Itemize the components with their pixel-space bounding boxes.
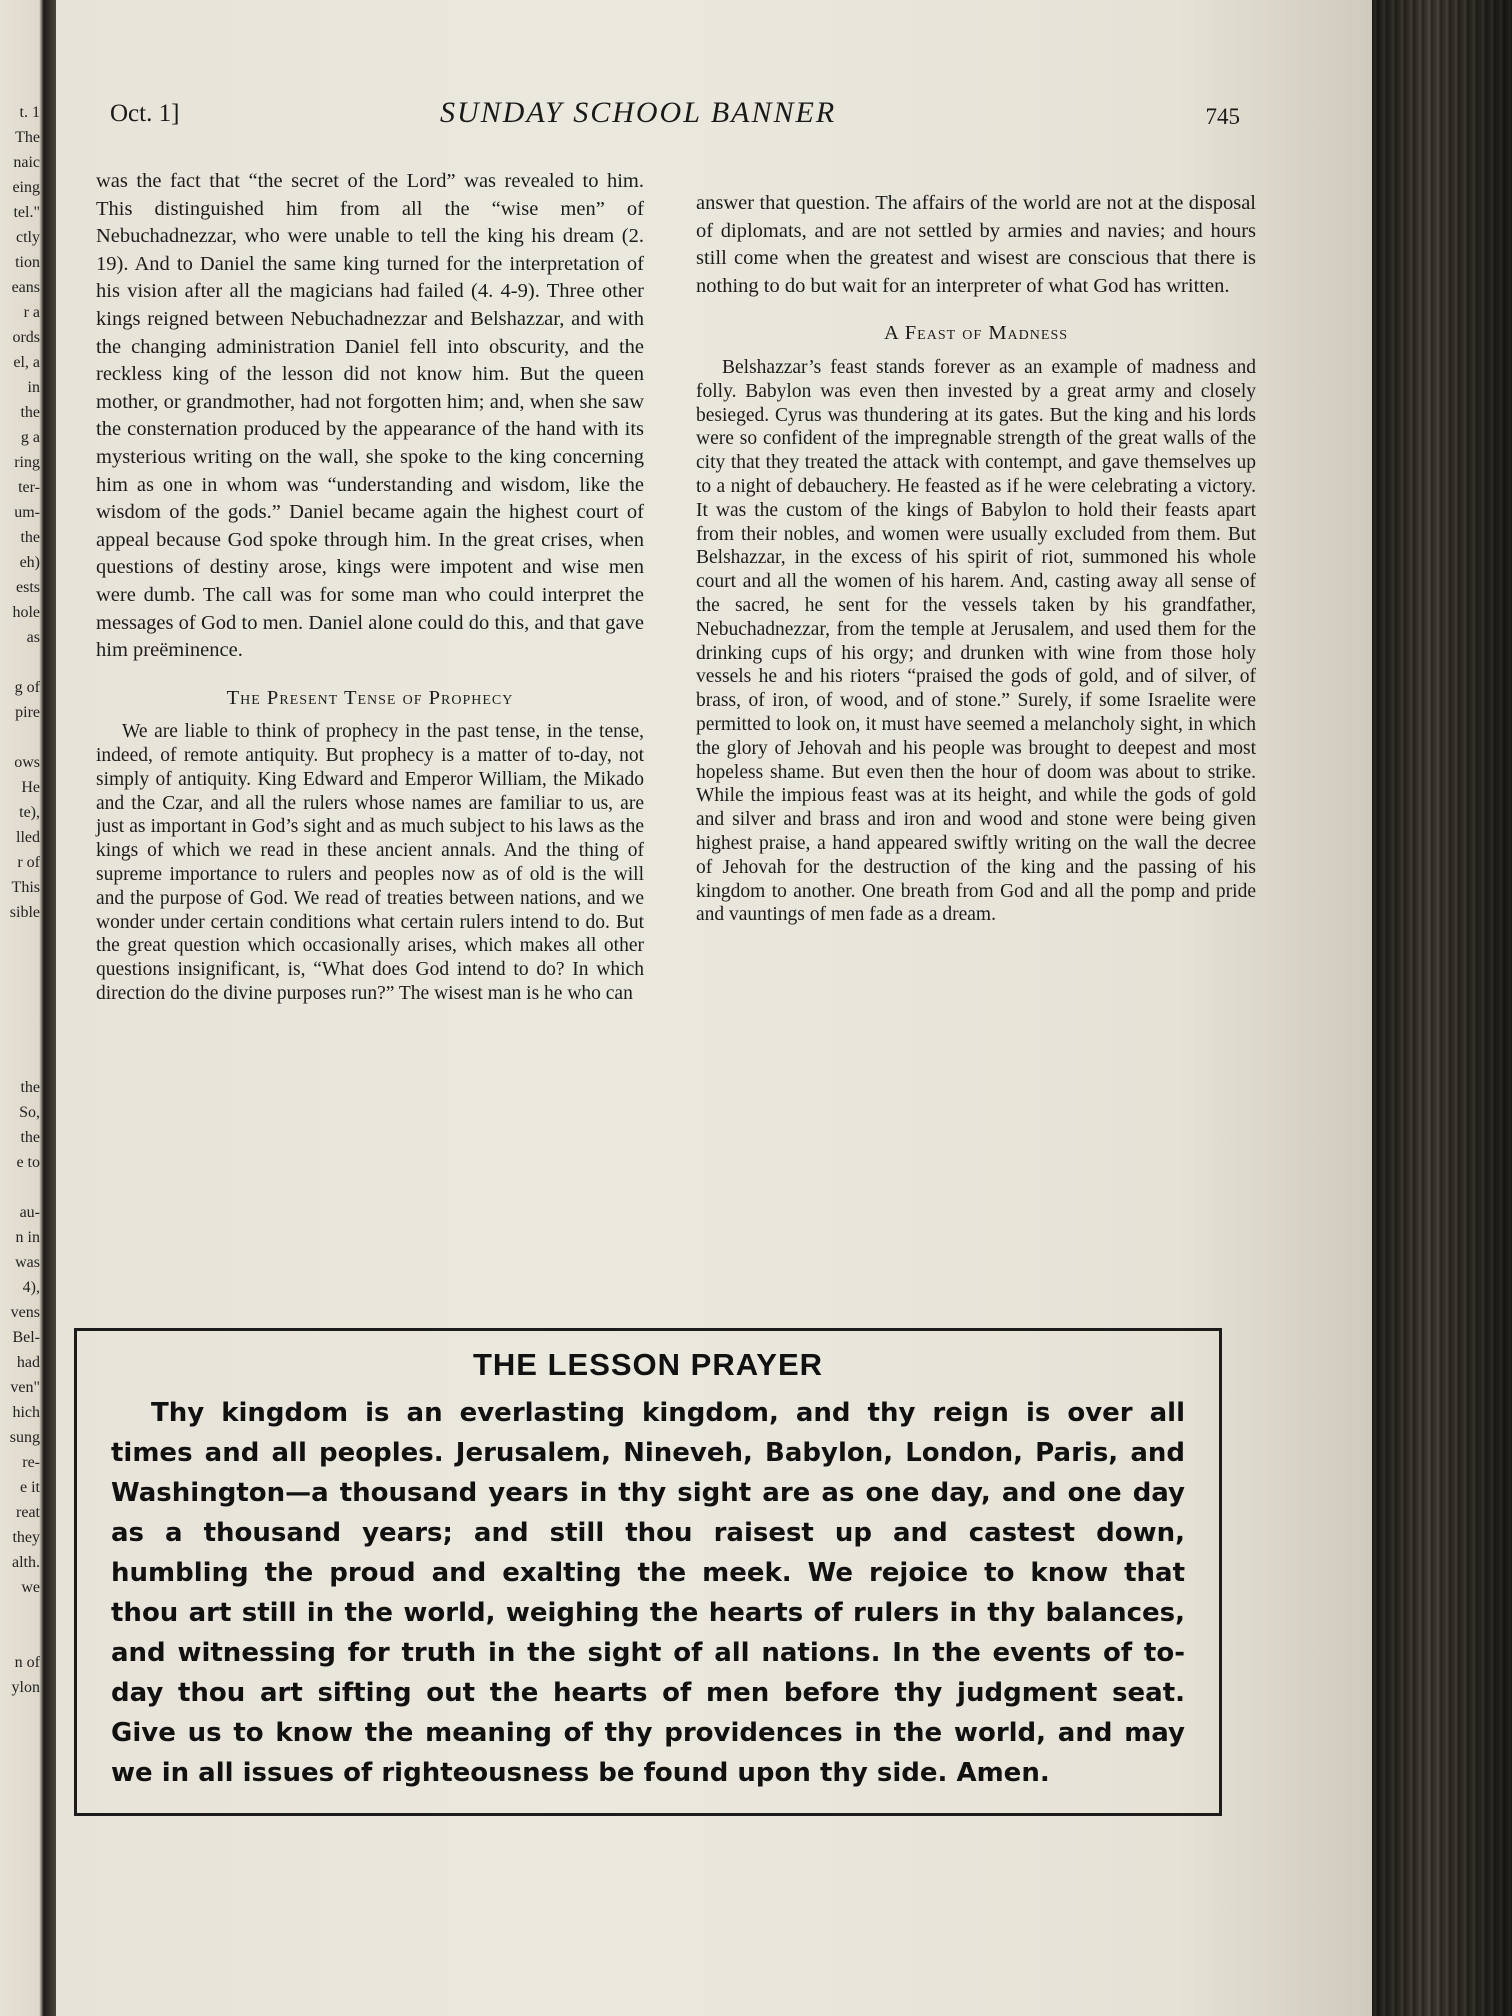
previous-page-fragment: r of — [17, 854, 40, 871]
previous-page-fragment: lled — [16, 829, 40, 846]
previous-page-fragment: ylon — [11, 1679, 40, 1696]
previous-page-fragment — [0, 1625, 40, 1650]
previous-page-fragment: pire — [15, 704, 40, 721]
header-title: SUNDAY SCHOOL BANNER — [440, 96, 837, 129]
left-column — [96, 168, 644, 1006]
prayer-text: Thy kingdom is an everlasting kingdom, and thy reign is over all times and all peoples. Jerusalem, Nineveh, Babylon, London, Paris, and Washington—a thousand years in thy sight are as one day, and one day as a thousand years; and still thou raisest up and castest down, humbling the proud and exalting the meek. We rejoice to know that thou art still in the world, weighing the hearts of rulers in thy balances, and witnessing for truth in the sight of all nations. In the events of to-day thou art sifting out the hearts of men before thy judgment seat. Give us to know the meaning of thy providences in the world, and may we in all issues of righteousness be found upon thy side. Amen. — [111, 1398, 1185, 1788]
previous-page-fragment: they — [12, 1529, 40, 1546]
previous-page-fragment — [0, 925, 40, 950]
previous-page-fragment: the — [20, 1079, 40, 1096]
previous-page-fragment: ter- — [18, 479, 40, 496]
previous-page-fragment: The — [15, 129, 40, 146]
previous-page-fragment — [0, 1175, 40, 1200]
previous-page-fragment: e to — [16, 1154, 40, 1171]
right-paragraph-2: Belshazzar’s feast stands forever as an example of madness and folly. Babylon was even then invested by a great army and closely besieged. Cyrus was thundering at its gates. But the king and his lords were so confident of the impregnable strength of the great walls of the city that they treated the attack with contempt, and gave themselves up to a night of debauchery. He feasted as if he were celebrating a victory. It was the custom of the kings of Babylon to hold their feasts apart from their nobles, and women were usually excluded from them. But Belshazzar, in the excess of his spirit of riot, summoned his whole court and all the women of his harem. And, casting away all sense of the sacred, he sent for the vessels taken by his grandfather, Nebuchadnezzar, from the temple at Jerusalem, and used them for the drinking cups of his orgy; and drunken with wine from those holy vessels he and his rioters “praised the gods of gold, and of silver, of brass, of iron, of wood, and of stone.” Surely, if some Israelite were permitted to look on, it must have seemed a melancholy sight, in which the glory of Jehovah and his people was brought to deepest and most hopeless shame. But even then the hour of doom was about to strike. While the impious feast was at its height, and while the gods of gold and silver and brass and iron and wood and stone were being given highest praise, a hand appeared swiftly writing on the wall the decree of Jehovah for the destruction of the king and the passing of his kingdom to another. One breath from God and all the pomp and pride and vauntings of men fade as a dream. — [696, 356, 1256, 926]
previous-page-fragment — [0, 650, 40, 675]
previous-page-fragment — [0, 1000, 40, 1025]
previous-page-fragment: el, a — [13, 354, 40, 371]
previous-page-fragment: sung — [9, 1429, 40, 1446]
previous-page-fragment: the — [20, 404, 40, 421]
previous-page-fragment: ctly — [16, 229, 40, 246]
previous-page-fragment: reat — [16, 1504, 40, 1521]
previous-page-fragment: g of — [14, 679, 40, 696]
right-column — [696, 190, 1256, 927]
previous-page-fragment — [0, 950, 40, 975]
previous-page-fragment: re- — [22, 1454, 40, 1471]
previous-page-fragment: as — [26, 629, 40, 646]
previous-page-fragment: t. 1 — [19, 104, 40, 121]
previous-page-fragment: So, — [19, 1104, 40, 1121]
previous-page-fragment: 4), — [22, 1279, 40, 1296]
previous-page-fragment: te), — [19, 804, 40, 821]
previous-page-fragment: in — [27, 379, 40, 396]
previous-page-fragment — [0, 1050, 40, 1075]
previous-page-fragment — [0, 725, 40, 750]
previous-page-fragment: ring — [14, 454, 40, 471]
previous-page-fragment: naic — [13, 154, 40, 171]
book-page-edges — [1372, 0, 1512, 2016]
running-header — [110, 96, 1240, 146]
previous-page-fragment: tion — [15, 254, 40, 271]
lesson-prayer-box — [74, 1328, 1222, 1816]
previous-page-fragment: sible — [9, 904, 40, 921]
previous-page-edge — [0, 0, 56, 2016]
previous-page-fragment: e it — [20, 1479, 40, 1496]
prayer-title: THE LESSON PRAYER — [472, 1347, 824, 1382]
previous-page-fragment — [0, 1025, 40, 1050]
left-paragraph-1: was the fact that “the secret of the Lord” was revealed to him. This distinguished him from all the “wise men” of Nebuchadnezzar, who were unable to tell the king his dream (2. 19). And to Daniel the same king turned for the interpretation of his vision after all the magicians had failed (4. 4-9). Three other kings reigned between Nebuchadnezzar and Belshazzar, and with the changing administration Daniel fell into obscurity, and the reckless king of the lesson did not know him. But the queen mother, or grandmother, had not forgotten him; and, when she saw the consternation produced by the appearance of the hand with its mysterious writing on the wall, she spoke to the king concerning him as one in whom was “understanding and wisdom, like the wisdom of the gods.” Daniel became again the highest court of appeal because God spoke through him. In the great crises, when questions of destiny arose, kings were impotent and wise men were dumb. The call was for some man who could interpret the messages of God to men. Daniel alone could do this, and that gave him preëminence. — [96, 170, 644, 662]
previous-page-text-fragments — [0, 100, 40, 1700]
section-heading-present-tense: The Present Tense of Prophecy — [226, 686, 514, 709]
section-heading-feast-of-madness: A Feast of Madness — [883, 322, 1069, 345]
previous-page-fragment: ven" — [10, 1379, 40, 1396]
previous-page-fragment: ows — [14, 754, 40, 771]
previous-page-fragment: the — [20, 529, 40, 546]
previous-page-fragment: had — [16, 1354, 40, 1371]
previous-page-fragment: was — [15, 1254, 40, 1271]
previous-page-fragment: eans — [11, 279, 40, 296]
right-paragraph-1: answer that question. The affairs of the world are not at the disposal of diplomats, and are not settled by armies and navies; and hours still come when the greatest and wisest are conscious that there is nothing to do but wait for an interpreter of what God has written. — [696, 192, 1256, 297]
previous-page-fragment: hole — [12, 604, 40, 621]
previous-page-fragment: eh) — [19, 554, 40, 571]
previous-page-fragment: um- — [14, 504, 40, 521]
previous-page-fragment: g a — [20, 429, 40, 446]
page-number: 745 — [1205, 104, 1240, 129]
previous-page-fragment: we — [21, 1579, 40, 1596]
previous-page-fragment: alth. — [12, 1554, 40, 1571]
previous-page-fragment: vens — [10, 1304, 40, 1321]
header-date: Oct. 1] — [110, 100, 180, 127]
previous-page-fragment: tel." — [13, 204, 40, 221]
left-paragraph-2: We are liable to think of prophecy in the past tense, in the tense, indeed, of remote antiquity. But prophecy is a matter of to-day, not simply of antiquity. King Edward and Emperor William, the Mikado and the Czar, and all the rulers whose names are familiar to us, are just as important in God’s sight and as much subject to his laws as the kings of which we read in these ancient annals. And the thing of supreme importance to rulers and peoples now as of old is the will and the purpose of God. We read of treaties between nations, and we wonder under certain conditions what certain rulers intend to do. But the great question which occasionally arises, which makes all other questions insignificant, is, “What does God intend to do? In which direction do the divine purposes run?” The wisest man is he who can — [96, 721, 644, 1005]
previous-page-fragment: Bel- — [12, 1329, 40, 1346]
previous-page-fragment: r a — [23, 304, 40, 321]
previous-page-fragment: n in — [15, 1229, 40, 1246]
previous-page-fragment: the — [20, 1129, 40, 1146]
previous-page-fragment — [0, 1600, 40, 1625]
previous-page-fragment: He — [21, 779, 40, 796]
previous-page-fragment: hich — [12, 1404, 40, 1421]
previous-page-fragment: n of — [14, 1654, 40, 1671]
previous-page-fragment: This — [11, 879, 40, 896]
previous-page-fragment: ords — [12, 329, 40, 346]
previous-page-fragment: ests — [16, 579, 40, 596]
previous-page-fragment: eing — [12, 179, 40, 196]
previous-page-fragment — [0, 975, 40, 1000]
previous-page-fragment: au- — [19, 1204, 40, 1221]
